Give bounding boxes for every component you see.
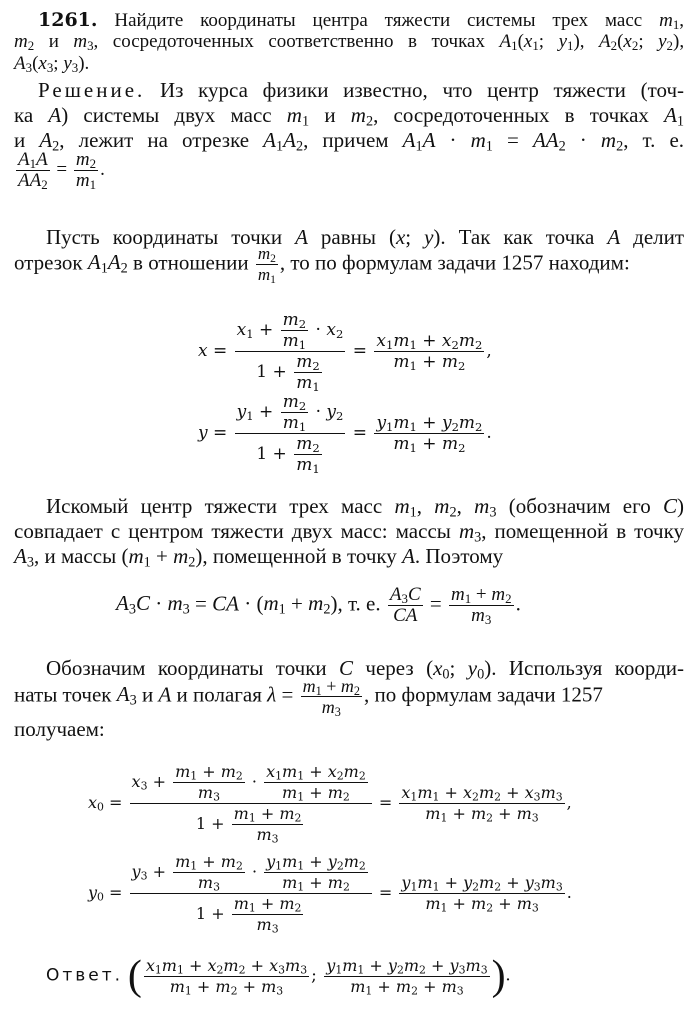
ratio-equation: $\frac{A_1A}{AA_2}$ = $\frac{m_2}{m_1}$ . bbox=[18, 149, 105, 193]
equation-a3c: $A_3C \cdot m_3$ = CA · $(m_1 + m_2)$, т. е. $\frac{A_3C}{CA}$ = $\frac{m_1 + m_2}{m_3}$ . bbox=[116, 584, 521, 628]
problem-line-3: $A_3(x_3$; $y_3$). bbox=[14, 53, 90, 76]
paragraph-2-line-2: отрезок $A_1A_2$ в отношении $\frac{m_2}{m_1}$ , то по формулам задачи 1257 находим: bbox=[14, 244, 630, 286]
problem-line-1: 1261. Найдите координаты центра тяжести системы трех масс $m_1$, bbox=[38, 9, 685, 33]
solution-line-2: ка A) системы двух масс $m_1$ и $m_2$, сосредоточенных в точках $A_1$ bbox=[14, 103, 685, 130]
answer-label: Ответ. bbox=[46, 965, 124, 986]
math-m1: $m_1$ bbox=[659, 10, 680, 33]
solution-label: Решение. bbox=[38, 78, 146, 102]
paragraph-3-line-3: $A_3$, и массы $(m_1 + m_2)$, помещенной в точку A. Поэтому bbox=[14, 544, 504, 571]
equation-x: x = $x_1$ + $\frac{m_2}{m_1}$ · $x_2$ 1 + $\frac{m_2}{m_1}$ = $\frac{x_1m_1 + x_2m_2}{m_1 + m_2}$ , bbox=[198, 310, 492, 394]
equation-y0: $y_0$ = $y_3$ + $\frac{m_1 + m_2}{m_3}$ · $\frac{y_1m_1 + y_2m_2}{m_1 + m_2}$ 1 + $\frac{m_1 + m_2}{m_3}$ = $\frac{y_1m_1 + y_2m_2 + y_3m_3}{m_1 + m_2 + m_3}$ . bbox=[88, 852, 572, 936]
problem-line-2: $m_2$ и $m_3$, сосредоточенных соответственно в точках $A_1(x_1$; $y_1$), $A_2(x_2$; $y_2$), bbox=[14, 31, 685, 54]
equation-y: y = $y_1$ + $\frac{m_2}{m_1}$ · $y_2$ 1 + $\frac{m_2}{m_1}$ = $\frac{y_1m_1 + y_2m_2}{m_1 + m_2}$ . bbox=[198, 392, 492, 476]
paragraph-3-line-1: Искомый центр тяжести трех масс $m_1$, $m_2$, $m_3$ (обозначим его C) bbox=[46, 494, 685, 521]
answer: Ответ. ( $\frac{x_1m_1 + x_2m_2 + x_3m_3}{m_1 + m_2 + m_3}$ ; $\frac{y_1m_1 + y_2m_2 + y_3m_3}{m_1 + m_2 + m_3}$ ). bbox=[46, 953, 511, 999]
paragraph-4-line-3: получаем: bbox=[14, 717, 105, 741]
paragraph-4-line-2: наты точек $A_3$ и A и полагая λ = $\frac{m_1 + m_2}{m_3}$ , по формулам задачи 1257 bbox=[14, 676, 603, 720]
solution-line-1: Решение. Из курса физики известно, что центр тяжести (точ- bbox=[38, 78, 685, 102]
solution-line-3: и $A_2$, лежит на отрезке $A_1A_2$, причем $A_1A \cdot m_1 = AA_2 \cdot m_2$, т. е. bbox=[14, 128, 685, 155]
paragraph-3-line-2: совпадает с центром тяжести двух масс: массы $m_3$, помещенной в точку bbox=[14, 519, 685, 546]
paragraph-2-line-1: Пусть координаты точки A равны (x; y). Так как точка A делит bbox=[46, 225, 685, 249]
paragraph-4-line-1: Обозначим координаты точки C через ($x_0$; $y_0$). Используя коорди- bbox=[46, 656, 684, 683]
equation-x0: $x_0$ = $x_3$ + $\frac{m_1 + m_2}{m_3}$ · $\frac{x_1m_1 + x_2m_2}{m_1 + m_2}$ 1 + $\frac{m_1 + m_2}{m_3}$ = $\frac{x_1m_1 + x_2m_2 + x_3m_3}{m_1 + m_2 + m_3}$ , bbox=[88, 762, 572, 846]
problem-text: Найдите координаты центра тяжести системы трех масс bbox=[114, 10, 643, 31]
problem-number: 1261. bbox=[38, 9, 98, 31]
